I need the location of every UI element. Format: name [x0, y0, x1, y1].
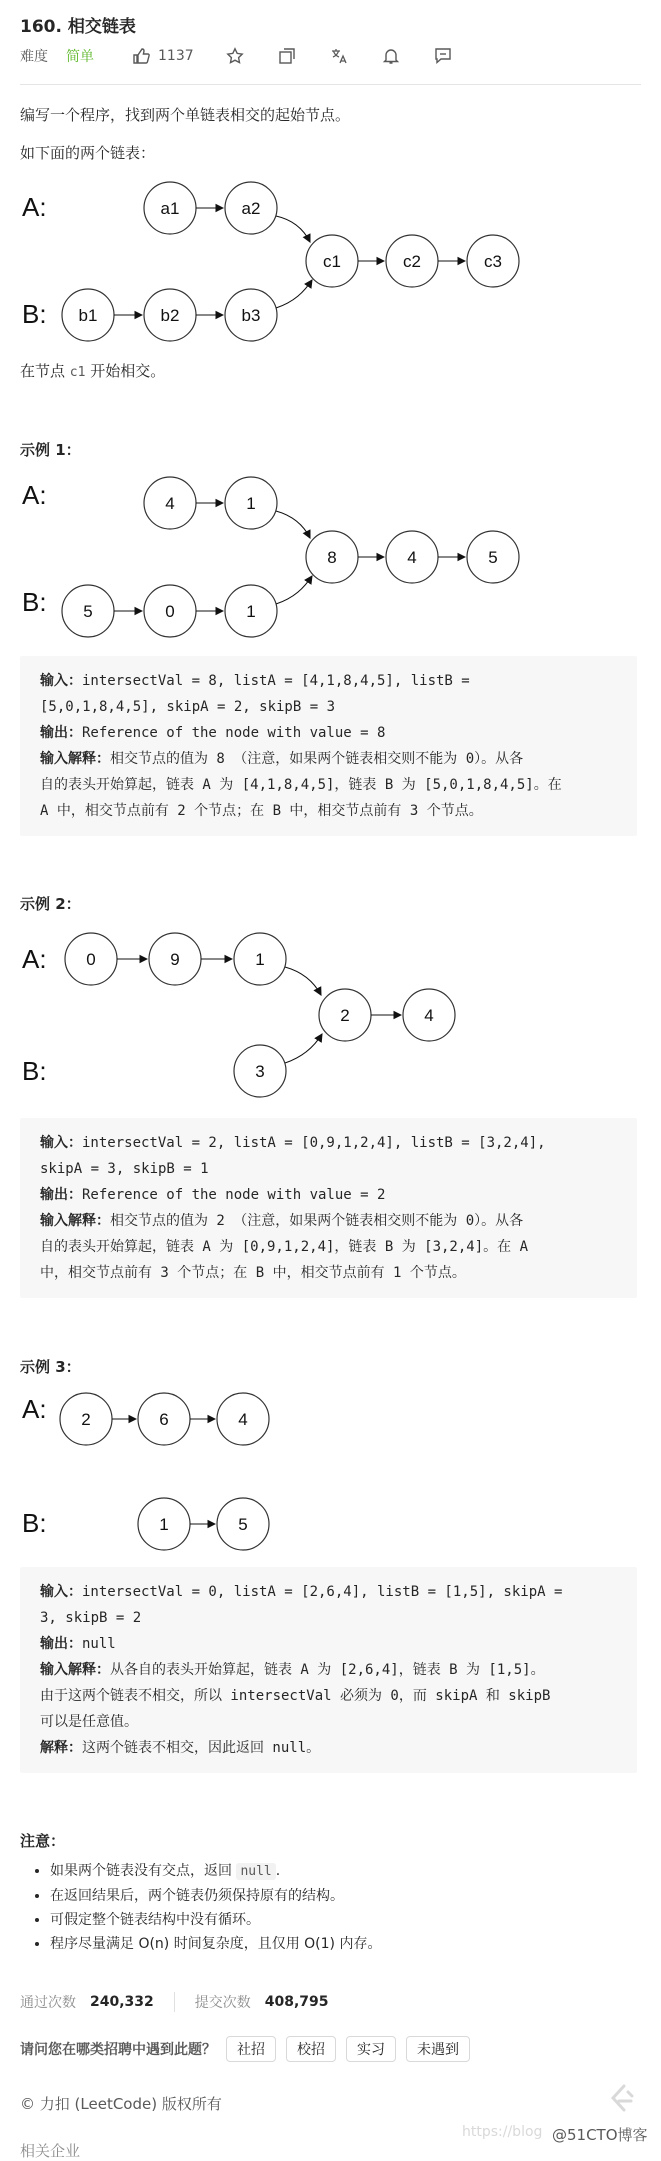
watermark-url: https://blog — [462, 2124, 543, 2140]
node-b2 — [144, 289, 196, 341]
notes-section — [20, 1830, 620, 1956]
notes-list — [50, 1859, 620, 1956]
svg-text:b1: b1 — [78, 306, 98, 325]
star-icon[interactable] — [224, 45, 246, 67]
svg-text:1: 1 — [255, 950, 265, 969]
node — [138, 1498, 190, 1550]
svg-text:4: 4 — [165, 494, 175, 513]
difficulty-label: 难度 — [20, 49, 48, 65]
list-item: • 在返回结果后，两个链表仍须保持原有的结构。 — [50, 1884, 620, 1908]
node — [65, 933, 117, 985]
thumb-up-icon — [130, 45, 152, 67]
svg-text:5: 5 — [238, 1515, 248, 1534]
watermark-text: @51CTO博客 — [552, 2126, 648, 2144]
svg-text:1: 1 — [246, 602, 256, 621]
problem-meta-row — [20, 44, 454, 68]
node-c1 — [306, 235, 358, 287]
description-paragraph: 编写一个程序，找到两个单链表相交的起始节点。 — [20, 106, 351, 124]
like-button[interactable] — [130, 45, 194, 67]
list-a-label: A: — [22, 192, 47, 222]
node — [403, 989, 455, 1041]
node — [234, 1045, 286, 1097]
node-b1 — [62, 289, 114, 341]
survey-question: 请问您在哪类招聘中遇到此题？ — [20, 2042, 216, 2058]
likes-count: 1137 — [158, 48, 194, 64]
node — [217, 1393, 269, 1445]
survey-option-social[interactable]: 社招 — [226, 2036, 276, 2062]
svg-text:a1: a1 — [160, 199, 180, 218]
accepted-value: 240,332 — [90, 1994, 154, 2010]
share-icon[interactable] — [276, 45, 298, 67]
leetcode-logo-icon — [604, 2082, 638, 2116]
node-a2 — [225, 182, 277, 234]
node-c3 — [467, 235, 519, 287]
translate-icon[interactable] — [328, 45, 350, 67]
svg-text:b2: b2 — [160, 306, 180, 325]
svg-text:4: 4 — [238, 1410, 248, 1429]
submission-stats — [20, 1992, 329, 2012]
svg-text:0: 0 — [86, 950, 96, 969]
notes-title: 注意： — [20, 1832, 66, 1850]
node — [306, 531, 358, 583]
svg-text:5: 5 — [488, 548, 498, 567]
problem-title: 160. 相交链表 — [20, 17, 136, 37]
difficulty-badge: 简单 — [66, 49, 94, 65]
related-companies-label[interactable]: 相关企业 — [20, 2142, 81, 2160]
node — [144, 477, 196, 529]
inline-code: c1 — [69, 365, 86, 380]
list-item: • 程序尽量满足 O(n) 时间复杂度，且仅用 O(1) 内存。 — [50, 1932, 620, 1956]
example-2-title: 示例 2： — [20, 895, 81, 913]
node — [60, 1393, 112, 1445]
node — [138, 1393, 190, 1445]
survey-option-none[interactable]: 未遇到 — [406, 2036, 470, 2062]
node — [319, 989, 371, 1041]
example-3-code-block: 输入：intersectVal = 0, listA = [2,6,4], listB = [1,5], skipA = 3, skipB = 2 输出：null 输入解释：从各自的表头开始算起，链表 A 为 [2,6,4]，链表 B 为 [1,5]。 由于这两个链表不相交，所以 intersectVal 必须为 0，而 skipA 和 skipB 可以是任意值。 解释：这两个链表不相交，因此返回 null。 — [20, 1567, 637, 1773]
svg-text:4: 4 — [407, 548, 417, 567]
svg-text:6: 6 — [159, 1410, 169, 1429]
example-2-code-block: 输入：intersectVal = 2, listA = [0,9,1,2,4], listB = [3,2,4], skipA = 3, skipB = 1 输出：Reference of the node with value = 2 输入解释：相交节点的值为 2 （注意，如果两个链表相交则不能为 0）。从各 自的表头开始算起，链表 A 为 [0,9,1,2,4]，链表 B 为 [3,2,4]。在 A 中，相交节点前有 3 个节点；在 B 中，相交节点前有 1 个节点。 — [20, 1118, 637, 1298]
header-divider — [20, 84, 641, 85]
list-b-label: B: — [22, 587, 47, 617]
example-3-diagram — [18, 1384, 538, 1554]
node — [144, 585, 196, 637]
svg-text:4: 4 — [424, 1006, 434, 1025]
comment-icon[interactable] — [432, 45, 454, 67]
svg-text:3: 3 — [255, 1062, 265, 1081]
svg-text:0: 0 — [165, 602, 175, 621]
submissions-value: 408,795 — [264, 1994, 329, 2010]
list-item: • 可假定整个链表结构中没有循环。 — [50, 1908, 620, 1932]
accepted-label: 通过次数 — [20, 1995, 76, 2011]
survey-option-intern[interactable]: 实习 — [346, 2036, 396, 2062]
bell-icon[interactable] — [380, 45, 402, 67]
example-1-diagram — [18, 470, 538, 650]
svg-text:c2: c2 — [403, 252, 421, 271]
svg-text:c3: c3 — [484, 252, 502, 271]
list-a-label: A: — [22, 480, 47, 510]
svg-text:c1: c1 — [323, 252, 341, 271]
linked-list-diagram-main — [18, 172, 538, 352]
node — [467, 531, 519, 583]
list-b-label: B: — [22, 1056, 47, 1086]
svg-text:9: 9 — [170, 950, 180, 969]
node — [217, 1498, 269, 1550]
svg-text:2: 2 — [340, 1006, 350, 1025]
svg-text:2: 2 — [81, 1410, 91, 1429]
submissions-label: 提交次数 — [194, 1995, 251, 2011]
svg-text:1: 1 — [246, 494, 256, 513]
example-1-code-block: 输入：intersectVal = 8, listA = [4,1,8,4,5], listB = [5,0,1,8,4,5], skipA = 2, skipB = 3 输出：Reference of the node with value = 8 输入解释：相交节点的值为 8 （注意，如果两个链表相交则不能为 0）。从各 自的表头开始算起，链表 A 为 [4,1,8,4,5]，链表 B 为 [5,0,1,8,4,5]。在 A 中，相交节点前有 2 个节点；在 B 中，相交节点前有 3 个节点。 — [20, 656, 637, 836]
list-b-label: B: — [22, 1508, 47, 1538]
node-b3 — [225, 289, 277, 341]
list-a-label: A: — [22, 1394, 47, 1424]
node — [225, 477, 277, 529]
interview-survey — [20, 2036, 470, 2062]
node — [225, 585, 277, 637]
description-paragraph: 如下面的两个链表： — [20, 144, 156, 162]
list-b-label: B: — [22, 299, 47, 329]
node-a1 — [144, 182, 196, 234]
inline-code: null — [236, 1863, 275, 1880]
list-a-label: A: — [22, 944, 47, 974]
example-1-title: 示例 1： — [20, 441, 81, 459]
node-c2 — [386, 235, 438, 287]
node — [149, 933, 201, 985]
intersection-note: 在节点 c1 开始相交。 — [20, 362, 166, 380]
svg-text:8: 8 — [327, 548, 337, 567]
survey-option-campus[interactable]: 校招 — [286, 2036, 336, 2062]
example-3-title: 示例 3： — [20, 1358, 81, 1376]
node — [234, 933, 286, 985]
node — [386, 531, 438, 583]
svg-text:5: 5 — [83, 602, 93, 621]
node — [62, 585, 114, 637]
example-2-diagram — [18, 924, 538, 1104]
svg-text:a2: a2 — [241, 199, 261, 218]
copyright-text: © 力扣 (LeetCode) 版权所有 — [20, 2095, 222, 2113]
list-item: • 如果两个链表没有交点，返回 null . — [50, 1859, 620, 1884]
svg-text:b3: b3 — [241, 306, 261, 325]
svg-text:1: 1 — [159, 1515, 169, 1534]
divider — [174, 1992, 175, 2012]
